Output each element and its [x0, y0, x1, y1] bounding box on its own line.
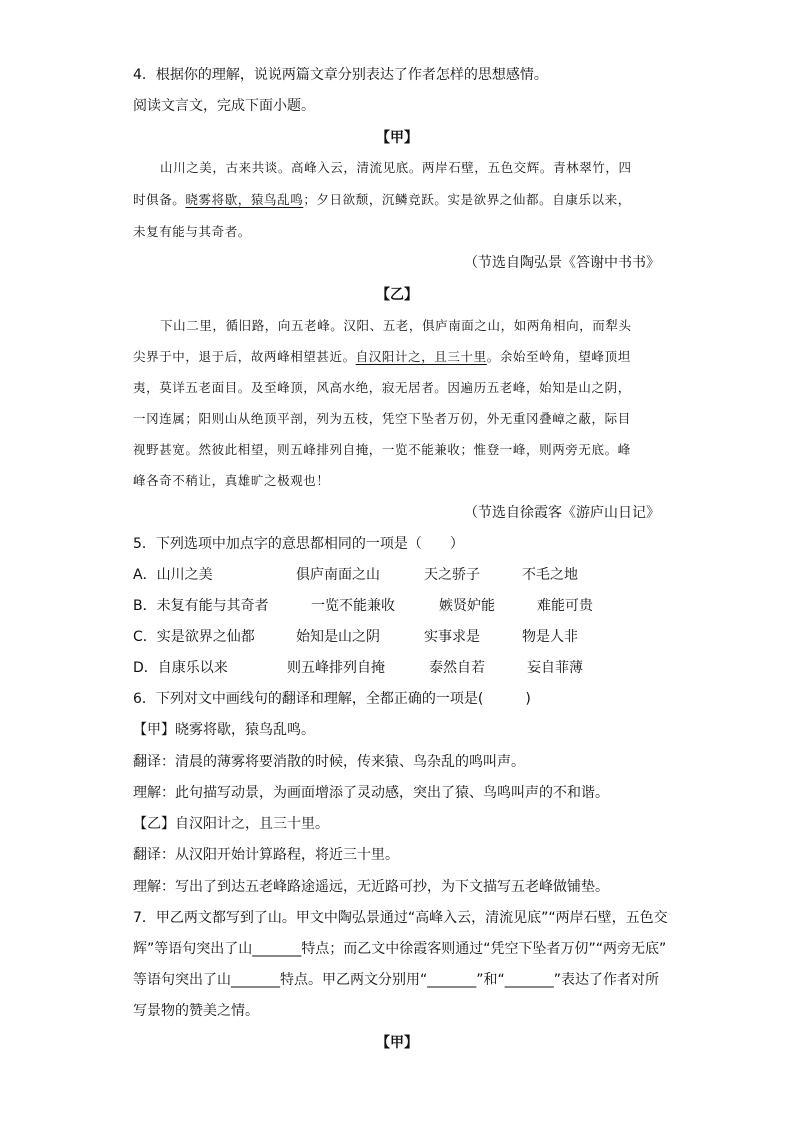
- q5-stem: 5．下列选项中加点字的意思都相同的一项是（ ）: [133, 536, 464, 552]
- option-item: 不毛之地: [522, 567, 578, 583]
- option-item: 一览不能兼收: [311, 598, 395, 614]
- option-item: 俱庐南面之山: [296, 567, 380, 583]
- q6-jia-understanding: 理解：此句描写动景，为画面增添了灵动感，突出了猿、鸟鸣叫声的不和谐。: [133, 785, 609, 801]
- passage-jia-source: （节选自陶弘景《答谢中书书》: [464, 255, 660, 271]
- option-item: 物是人非: [522, 629, 578, 645]
- option-item: 泰然自若: [429, 660, 485, 676]
- underlined-sentence-yi: 自汉阳计之，且三十里: [355, 349, 487, 364]
- q7-line-4: 写景物的赞美之情。: [133, 1003, 259, 1019]
- q7-line-1: 7．甲乙两文都写到了山。甲文中陶弘景通过“高峰入云，清流见底”“两岸石壁，五色交: [133, 910, 668, 926]
- passage-yi-line-2: 尖界于中，退于后，故两峰相望甚近。自汉阳计之，且三十里。余始至岭角，望峰顶坦: [133, 349, 631, 364]
- option-item: 嫉贤妒能: [439, 598, 495, 614]
- q6-jia-translation: 翻译：清晨的薄雾将要消散的时候，传来猿、鸟杂乱的鸣叫声。: [133, 754, 525, 770]
- passage-yi-line-4: 一冈连属；阳则山从绝顶平剖，列为五枝，凭空下坠者万仞，外无重冈叠嶂之蔽，际目: [133, 411, 631, 426]
- q6-jia-sentence: 【甲】晓雾将歇，猿鸟乱鸣。: [133, 722, 315, 738]
- option-item: 天之骄子: [424, 567, 480, 583]
- q6-yi-translation: 翻译：从汉阳开始计算路程，将近三十里。: [133, 847, 399, 863]
- option-label: D．自康乐以来: [133, 660, 228, 676]
- passage-jia-line-1: 山川之美，古来共谈。高峰入云，清流见底。两岸石壁，五色交辉。青林翠竹，四: [160, 160, 632, 175]
- next-passage-header: 【甲】: [376, 1035, 418, 1051]
- underlined-sentence-jia: 晓雾将歇，猿鸟乱鸣: [185, 192, 304, 207]
- option-item: 始知是山之阴: [296, 629, 380, 645]
- q7-line-2: 辉”等语句突出了山_______特点；而乙文中徐霞客则通过“凭空下坠者万仞”“两旁无底”: [133, 941, 667, 957]
- option-item: 妄自菲薄: [527, 660, 583, 676]
- option-item: 则五峰排列自掩: [287, 660, 385, 676]
- passage-jia-line-3: 未复有能与其奇者。: [133, 224, 251, 239]
- option-label: A．山川之美: [133, 567, 213, 583]
- q6-yi-understanding: 理解：写出了到达五老峰路途遥远，无近路可抄，为下文描写五老峰做铺垫。: [133, 879, 609, 895]
- q6-yi-sentence: 【乙】自汉阳计之，且三十里。: [133, 816, 329, 832]
- option-item: 实事求是: [424, 629, 480, 645]
- passage-yi-header: 【乙】: [376, 287, 418, 303]
- reading-intro: 阅读文言文，完成下面小题。: [133, 98, 315, 114]
- passage-yi-line-5: 视野甚宽。然彼此相望，则五峰排列自掩，一览不能兼收；惟登一峰，则两旁无底。峰: [133, 442, 631, 457]
- option-label: C．实是欲界之仙都: [133, 629, 255, 645]
- q7-line-3: 等语句突出了山_______特点。甲乙两文分别用“_______”和“_______”表达了作者对所: [133, 972, 660, 988]
- passage-yi-source: （节选自徐霞客《游庐山日记》: [464, 505, 660, 521]
- q6-stem: 6．下列对文中画线句的翻译和理解，全都正确的一项是( ): [133, 691, 531, 707]
- q4-text: 4．根据你的理解，说说两篇文章分别表达了作者怎样的思想感情。: [133, 67, 548, 83]
- passage-jia-header: 【甲】: [376, 130, 418, 146]
- passage-jia-line-2: 时俱备。晓雾将歇，猿鸟乱鸣；夕日欲颓，沉鳞竞跃。实是欲界之仙都。自康乐以来，: [133, 192, 631, 207]
- option-item: 难能可贵: [537, 598, 593, 614]
- passage-yi-line-1: 下山二里，循旧路，向五老峰。汉阳、五老，俱庐南面之山，如两角相向，而犁头: [160, 318, 632, 333]
- option-label: B．未复有能与其奇者: [133, 598, 269, 614]
- passage-yi-line-6: 峰各奇不稍让，真雄旷之极观也！: [133, 473, 330, 488]
- passage-yi-line-3: 夷，莫详五老面目。及至峰顶，风高水绝，寂无居者。因遍历五老峰，始知是山之阴，: [133, 380, 631, 395]
